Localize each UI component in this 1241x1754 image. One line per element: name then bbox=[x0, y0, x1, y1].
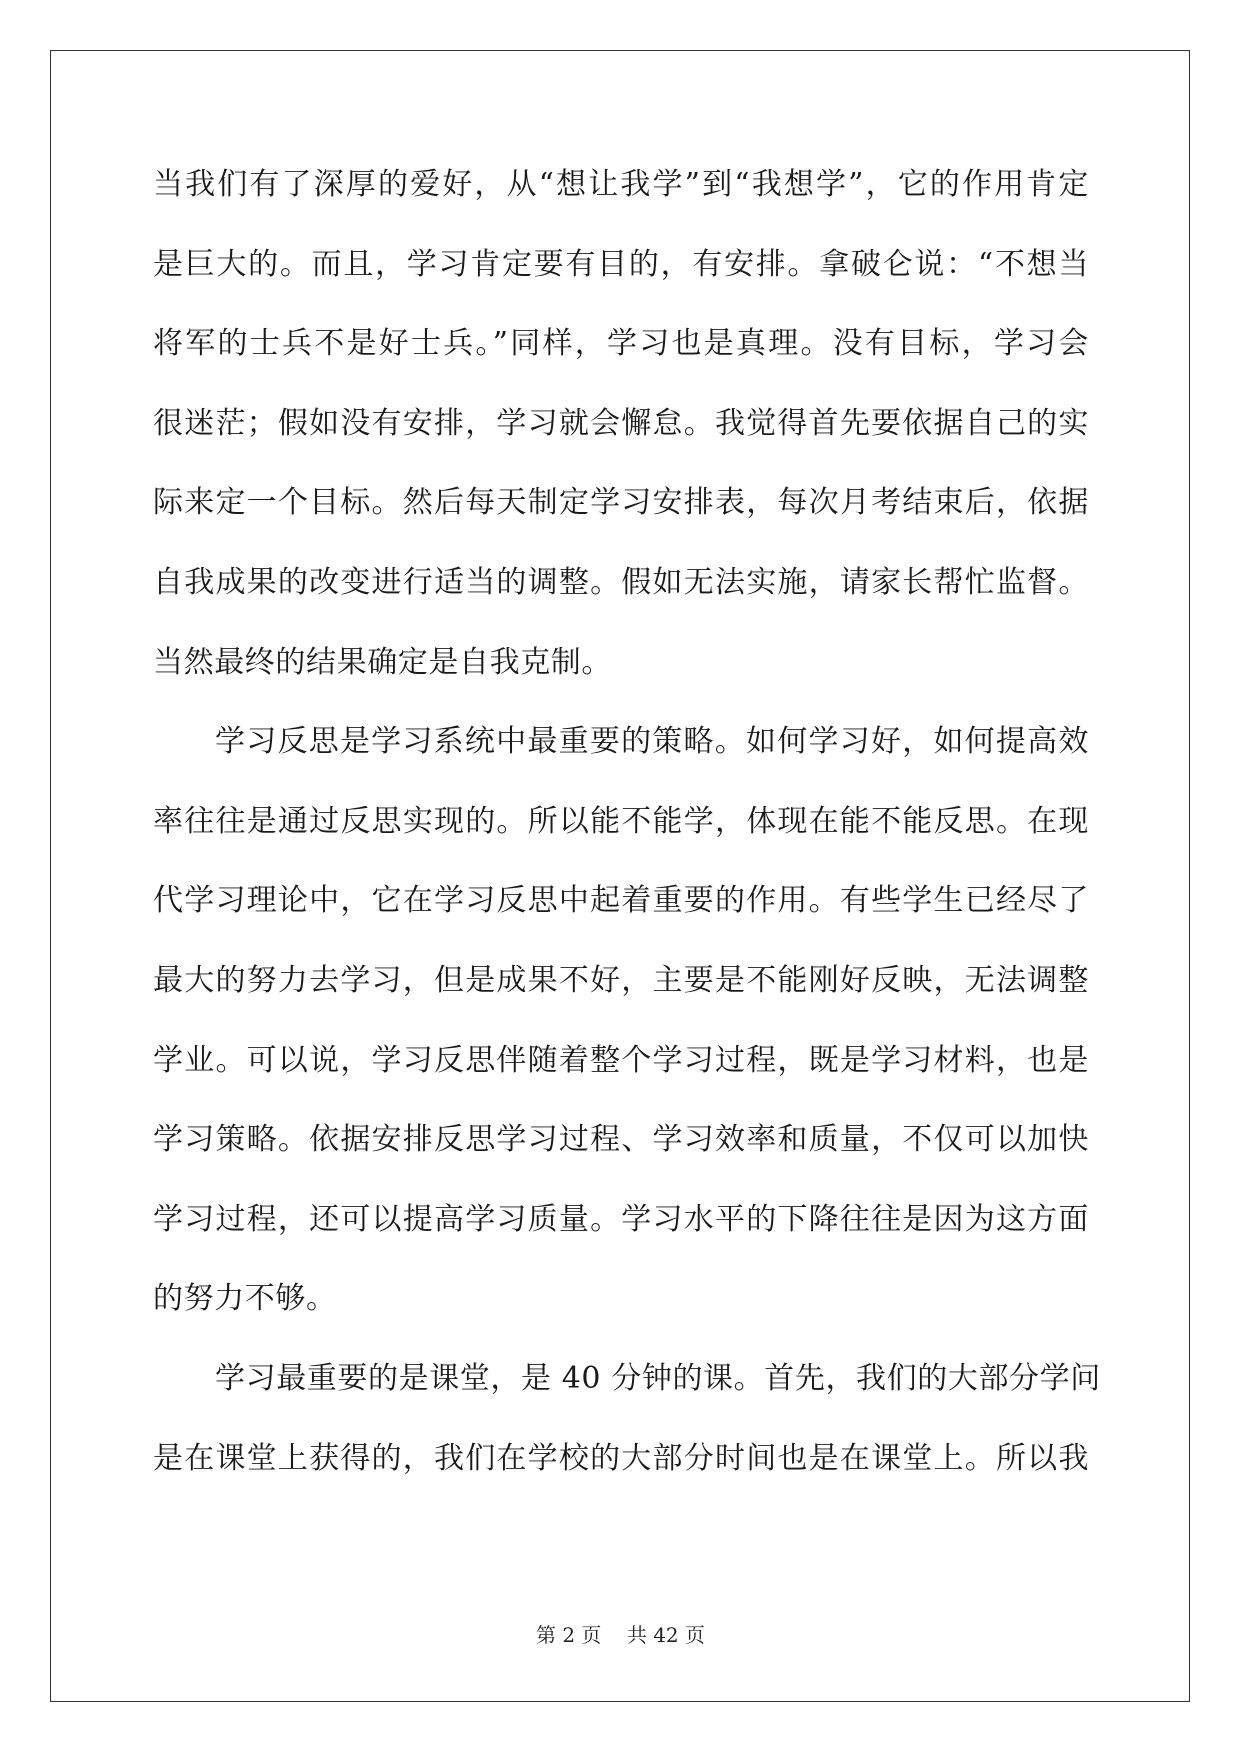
text-line: 自我成果的改变进行适当的调整。假如无法实施，请家长帮忙监督。 bbox=[153, 564, 1089, 600]
text-line: 将军的士兵不是好士兵。”同样，学习也是真理。没有目标，学习会 bbox=[153, 326, 1089, 362]
text-line: 是在课堂上获得的，我们在学校的大部分时间也是在课堂上。所以我 bbox=[153, 1440, 1089, 1476]
text-line: 当然最终的结果确定是自我克制。 bbox=[153, 644, 612, 680]
text-line: 是巨大的。而且，学习肯定要有目的，有安排。拿破仑说：“不想当 bbox=[153, 246, 1089, 282]
text-line: 学业。可以说，学习反思伴随着整个学习过程，既是学习材料，也是 bbox=[153, 1042, 1089, 1078]
text-line: 际来定一个目标。然后每天制定学习安排表，每次月考结束后，依据 bbox=[153, 485, 1089, 521]
text-line: 学习策略。依据安排反思学习过程、学习效率和质量，不仅可以加快 bbox=[153, 1122, 1089, 1158]
page-number-footer: 第 2 页 共 42 页 bbox=[535, 1623, 706, 1647]
text-line: 很迷茫；假如没有安排，学习就会懈怠。我觉得首先要依据自己的实 bbox=[153, 405, 1089, 441]
text-line: 最大的努力去学习，但是成果不好，主要是不能刚好反映，无法调整 bbox=[153, 962, 1089, 998]
text-line: 代学习理论中，它在学习反思中起着重要的作用。有些学生已经尽了 bbox=[153, 883, 1089, 919]
paragraph-first-line: 学习反思是学习系统中最重要的策略。如何学习好，如何提高效 bbox=[215, 724, 1089, 760]
text-line: 学习过程，还可以提高学习质量。学习水平的下降往往是因为这方面 bbox=[153, 1201, 1089, 1237]
text-line: 的努力不够。 bbox=[153, 1281, 337, 1317]
text-line: 当我们有了深厚的爱好，从“想让我学”到“我想学”，它的作用肯定 bbox=[153, 167, 1089, 202]
paragraph-first-line: 学习最重要的是课堂，是 40 分钟的课。首先，我们的大部分学问 bbox=[215, 1360, 1101, 1396]
text-line: 率往往是通过反思实现的。所以能不能学，体现在能不能反思。在现 bbox=[153, 803, 1089, 839]
document-body bbox=[153, 160, 1101, 1513]
